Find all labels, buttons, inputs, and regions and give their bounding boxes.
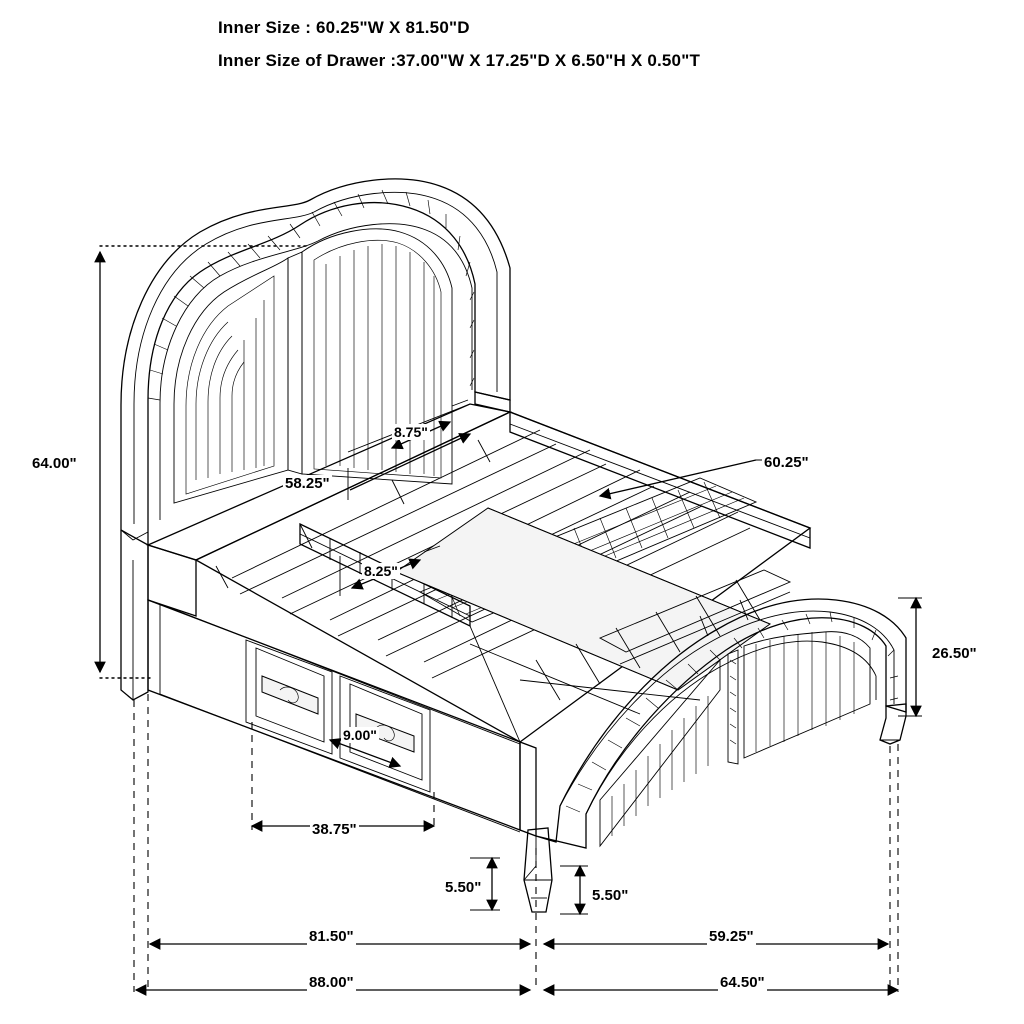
- dimension-label-clearance-right: 5.50": [592, 887, 629, 904]
- inner-drawer-size-text: Inner Size of Drawer :37.00"W X 17.25"D X 6.50"H X 0.50"T: [218, 51, 701, 70]
- dimension-label-bed-width: 60.25": [764, 454, 809, 471]
- dimension-label-depth-left: 81.50": [309, 928, 354, 945]
- dimension-label-depth-right: 59.25": [709, 928, 754, 945]
- dimension-label-overall-left: 88.00": [309, 974, 354, 991]
- dimension-label-clearance-left: 5.50": [445, 879, 482, 896]
- dimension-label-drawer-span: 38.75": [312, 821, 357, 838]
- dimension-label-overall-right: 64.50": [720, 974, 765, 991]
- dimension-label-slat-span: 58.25": [285, 475, 330, 492]
- dimension-label-drawer-width: 9.00": [343, 727, 377, 743]
- inner-size-text: Inner Size : 60.25"W X 81.50"D: [218, 18, 470, 37]
- dimension-label-rail-gap-top: 8.75": [394, 424, 428, 440]
- dimension-label-footboard-height: 26.50": [932, 645, 977, 662]
- dimension-label-headboard-height: 64.00": [32, 455, 77, 472]
- dimension-label-rail-gap-mid: 8.25": [364, 563, 398, 579]
